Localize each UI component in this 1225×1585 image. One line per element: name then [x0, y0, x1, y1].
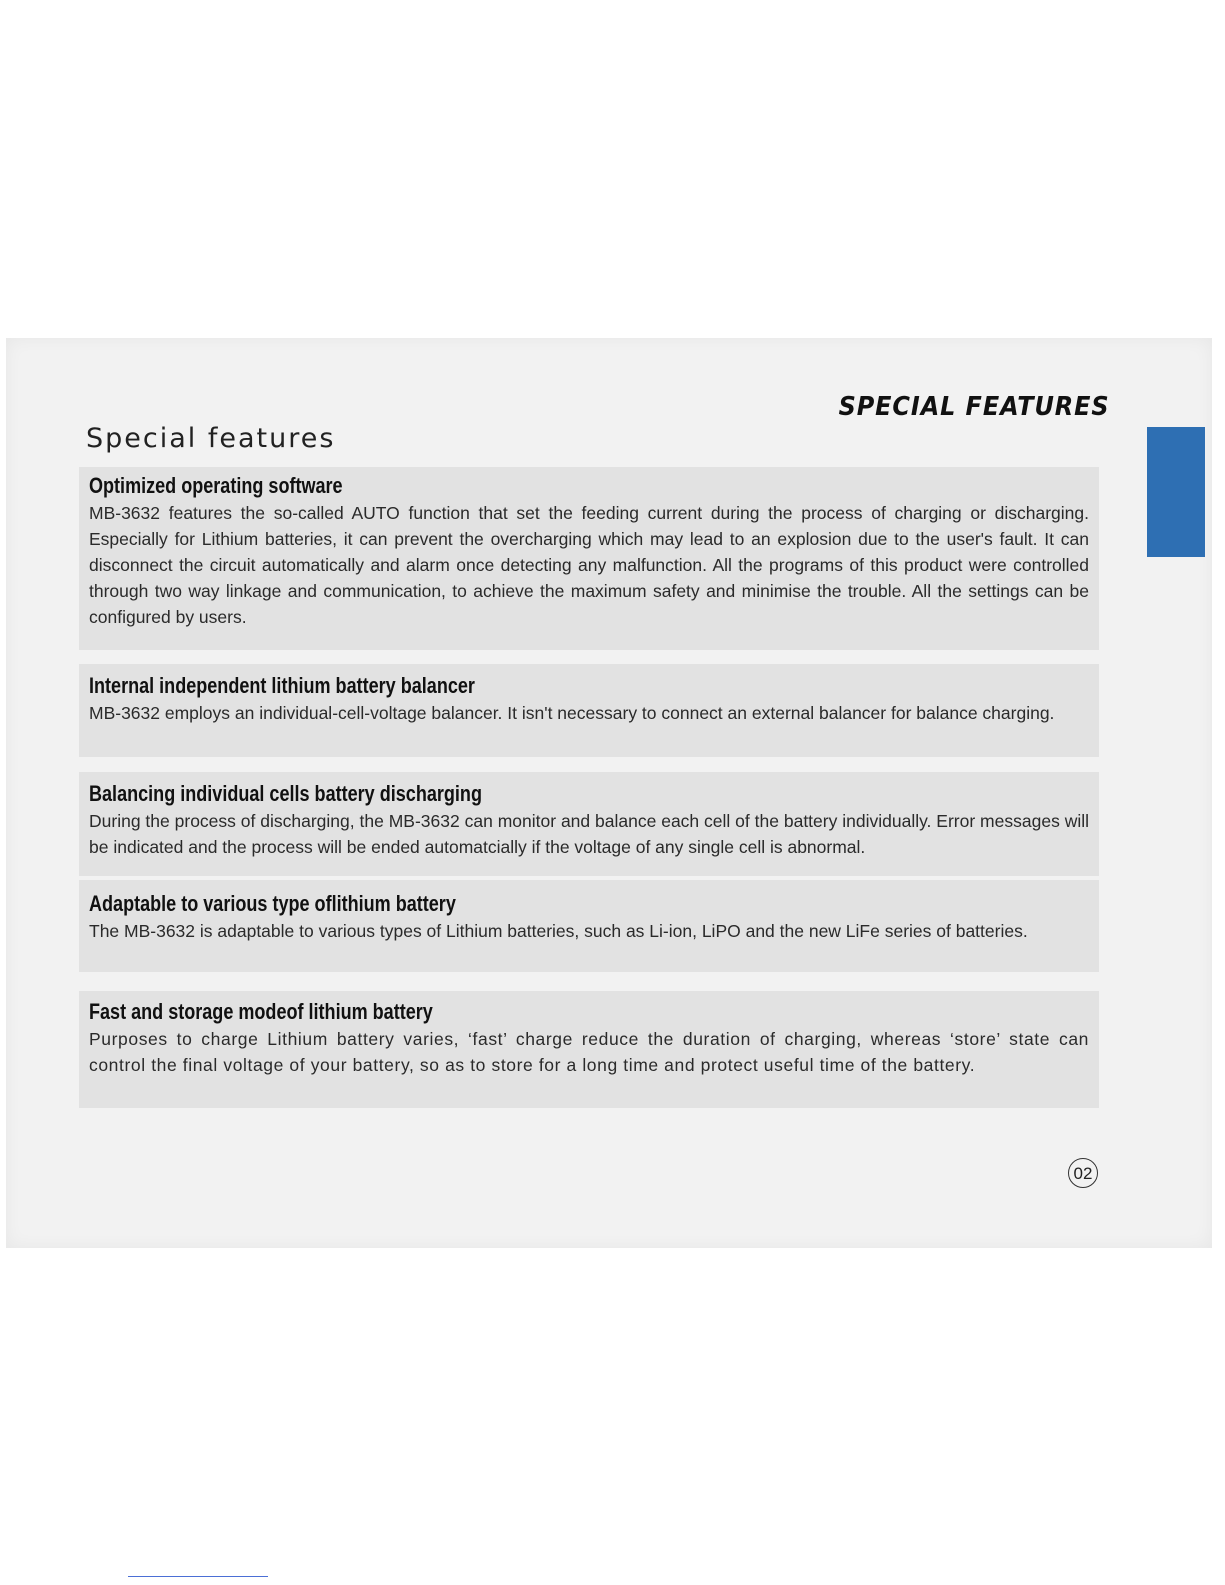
section-tab-marker: [1147, 427, 1205, 557]
feature-title: Fast and storage modeof lithium battery: [89, 999, 433, 1024]
feature-block-balancing-discharge: [79, 772, 1099, 876]
feature-body: MB-3632 employs an individual-cell-voltage balancer. It isn't necessary to connect an external balancer for balance charging.: [89, 703, 1055, 723]
feature-title: Adaptable to various type oflithium battery: [89, 891, 456, 916]
section-title: SPECIAL FEATURES: [839, 392, 1110, 422]
feature-block-fast-storage-mode: [79, 991, 1099, 1108]
scan-artifact-line: [128, 1576, 268, 1577]
feature-body: During the process of discharging, the MB-3632 can monitor and balance each cell of the battery individually. Error messages will be indicated and the process will be ended automatcially if the voltage of any single cell is abnormal.: [89, 811, 1089, 857]
feature-block-optimized-software: [79, 467, 1099, 650]
feature-body: MB-3632 features the so-called AUTO function that set the feeding current during the process of charging or discharging. Especially for Lithium batteries, it can prevent the overcharging which may lead to an explosion due to the user's fault. It can disconnect the circuit automatically and alarm once detecting any malfunction. All the programs of this product were controlled through two way linkage and communication, to achieve the maximum safety and minimise the trouble. All the settings can be configured by users.: [89, 503, 1089, 627]
feature-title: Internal independent lithium battery balancer: [89, 673, 475, 698]
page-heading: Special features: [86, 423, 336, 454]
feature-body: The MB-3632 is adaptable to various types of Lithium batteries, such as Li-ion, LiPO and the new LiFe series of batteries.: [89, 921, 1028, 941]
page-number: 02: [1068, 1158, 1098, 1188]
feature-title: Optimized operating software: [89, 473, 343, 498]
feature-title: Balancing individual cells battery discharging: [89, 781, 482, 806]
feature-block-adaptable-types: [79, 880, 1099, 972]
feature-body: Purposes to charge Lithium battery varies, ‘fast’ charge reduce the duration of charging, whereas ‘store’ state can control the final voltage of your battery, so as to store for a long time and protect useful time of the battery.: [89, 1029, 1089, 1075]
feature-block-internal-balancer: [79, 664, 1099, 757]
